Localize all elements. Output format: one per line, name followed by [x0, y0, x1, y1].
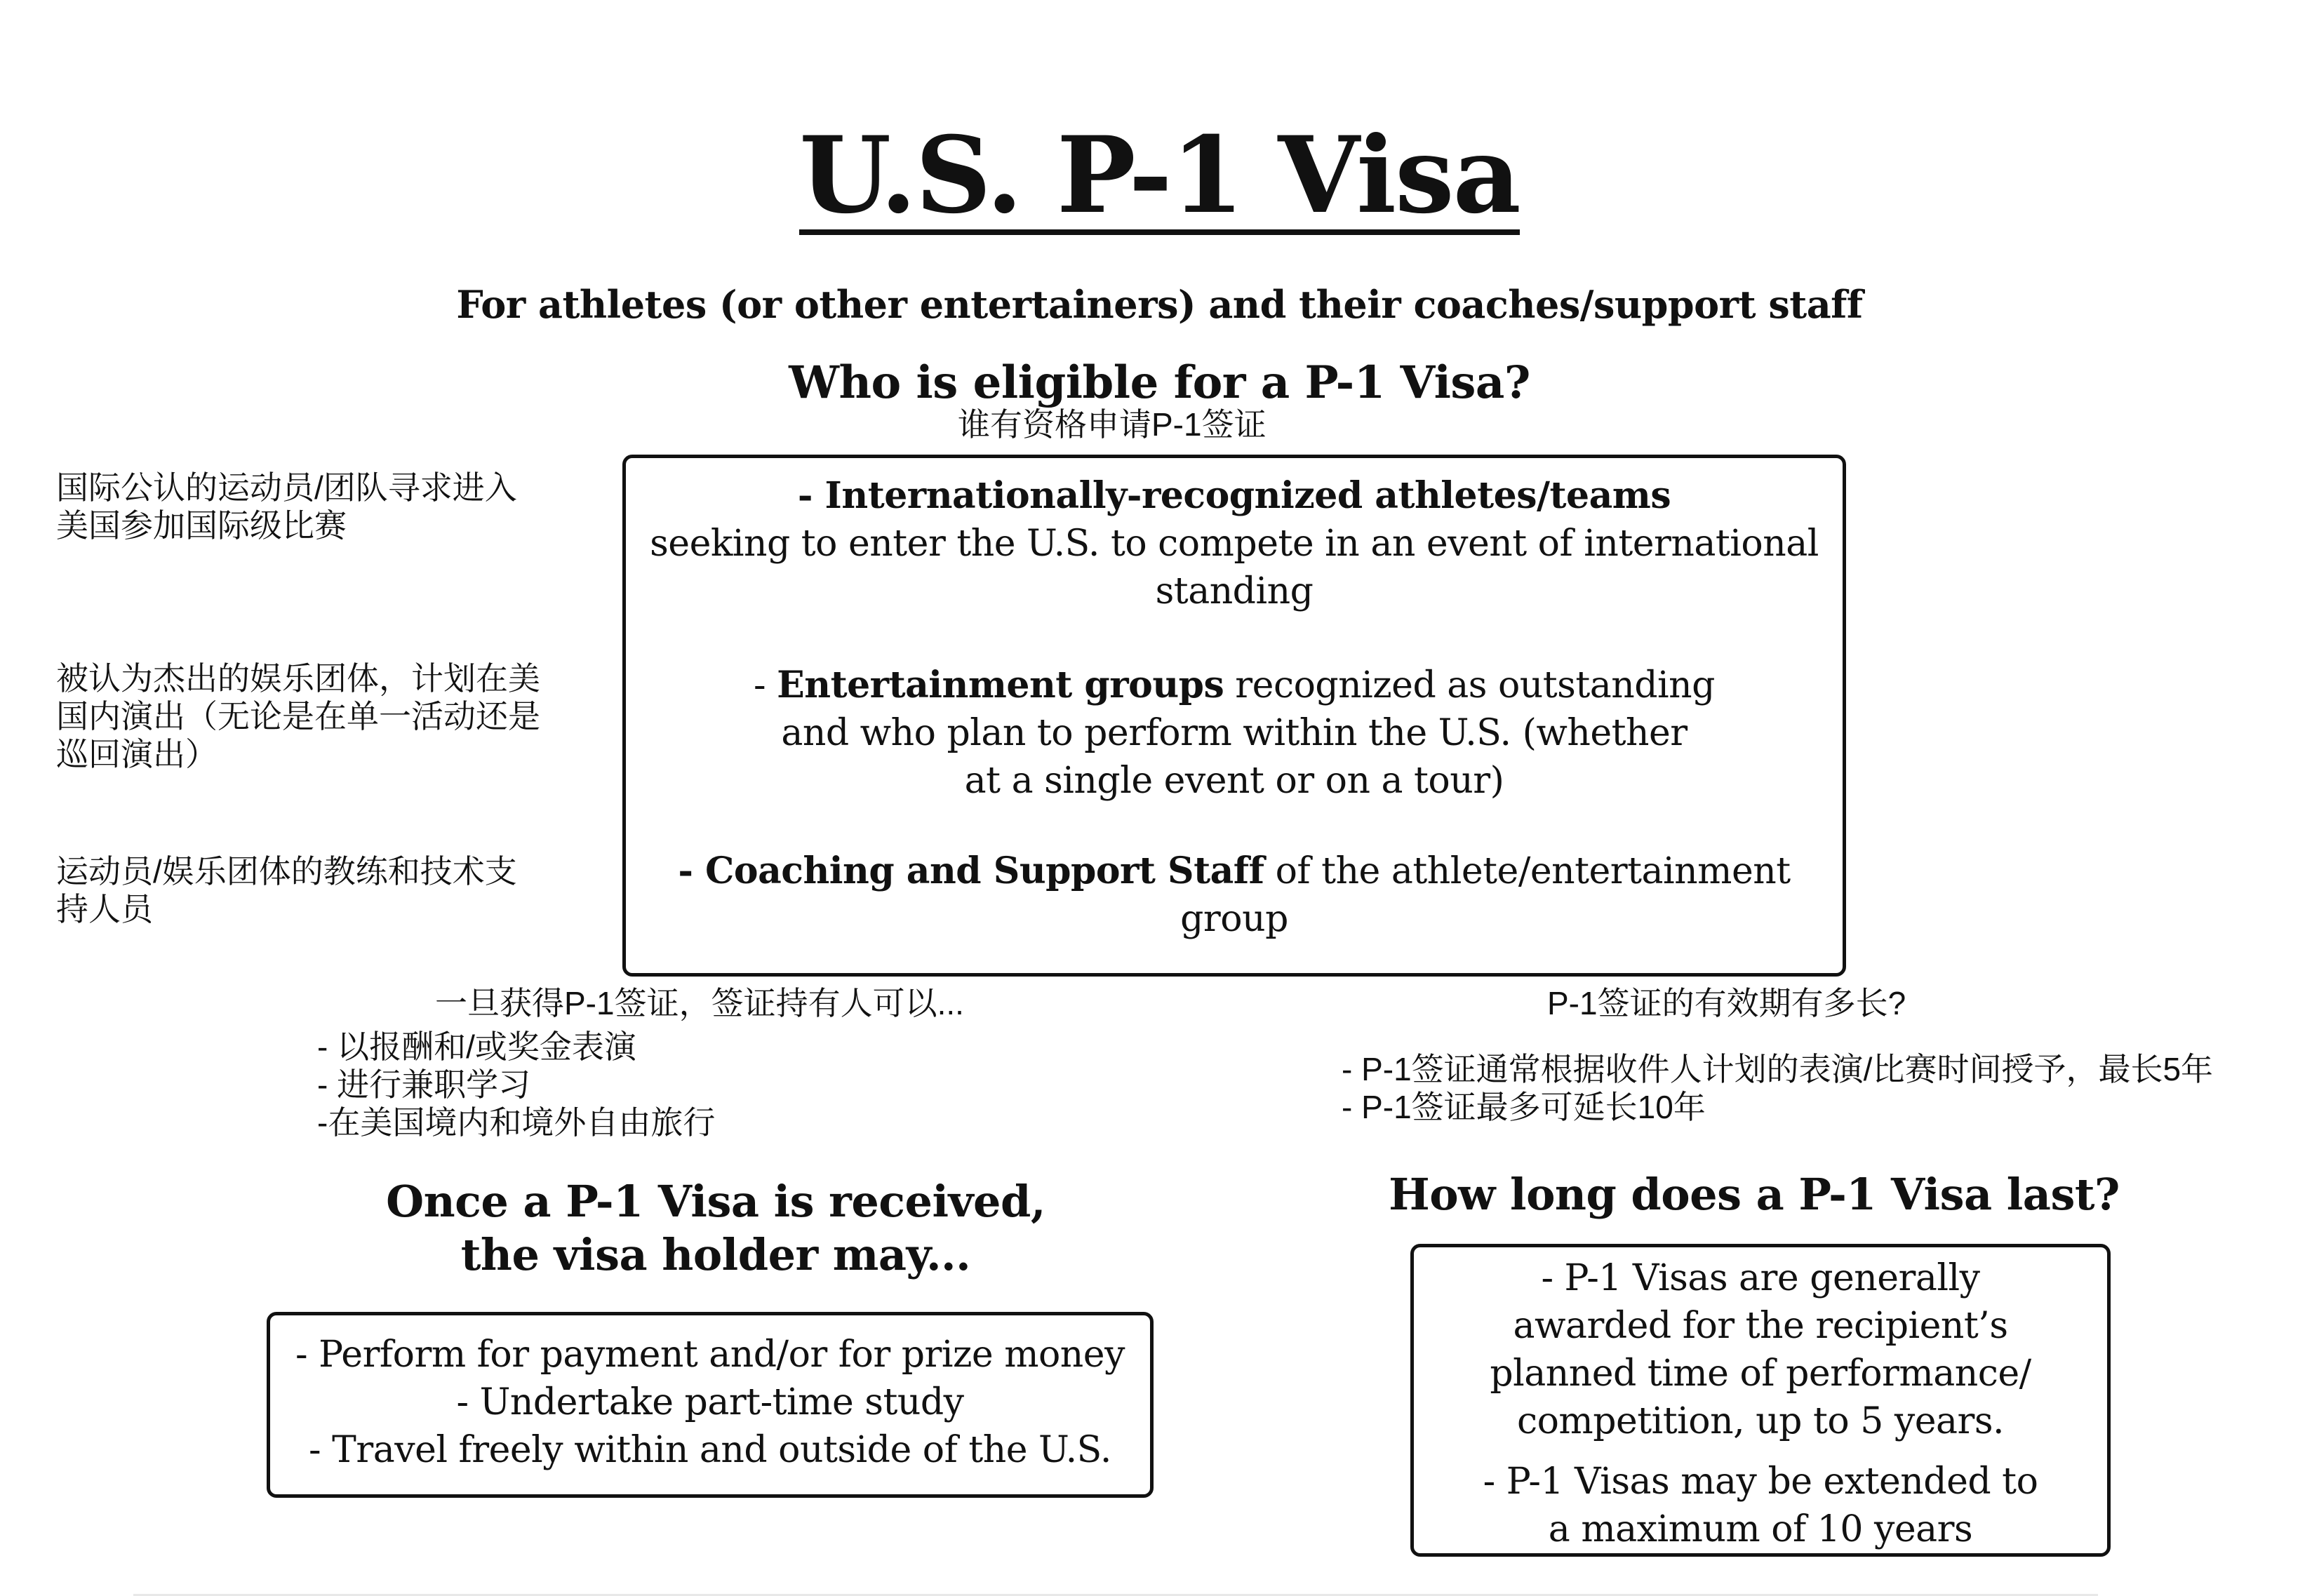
chinese-note-line: 巡回演出）	[56, 736, 218, 772]
privilege-item: - Perform for payment and/or for prize money	[295, 1334, 1125, 1376]
duration-item-line: - P-1 Visas are generally	[1541, 1257, 1980, 1299]
chinese-note-line: 持人员	[56, 891, 153, 927]
chinese-note-line: 美国参加国际级比赛	[56, 507, 347, 544]
eligibility-box	[622, 455, 1846, 977]
once-list-chinese-item: - 进行兼职学习	[317, 1066, 531, 1103]
chinese-note-line: 运动员/娱乐团体的教练和技术支	[56, 853, 517, 890]
duration-heading: How long does a P-1 Visa last?	[1389, 1169, 2120, 1220]
duration-item-general	[1414, 1254, 2107, 1445]
duration-list-chinese	[1342, 1050, 2310, 1126]
eligibility-item-athletes	[626, 472, 1843, 615]
duration-box	[1410, 1244, 2111, 1557]
once-heading-line: Once a P-1 Visa is received,	[386, 1176, 1045, 1227]
eligibility-item-support-staff	[626, 847, 1843, 943]
chinese-note-line: 国内演出（无论是在单一活动还是	[56, 698, 540, 735]
duration-item-line: planned time of performance/	[1490, 1353, 2031, 1395]
page-subtitle: For athletes (or other entertainers) and their coaches/support staff	[456, 282, 1863, 327]
once-heading-line: the visa holder may...	[460, 1229, 971, 1280]
privileges-box	[267, 1312, 1154, 1498]
eligible-heading-chinese: 谁有资格申请P-1签证	[958, 406, 1267, 443]
page-title	[0, 114, 2319, 237]
eligibility-item-line: standing	[1155, 570, 1314, 612]
once-list-chinese-item: -在美国境内和境外自由旅行	[317, 1104, 716, 1141]
page-title-text: U.S. P-1 Visa	[799, 114, 1520, 237]
eligibility-item-entertainment-groups	[626, 662, 1843, 805]
privilege-item: - Undertake part-time study	[456, 1381, 964, 1423]
eligible-heading: Who is eligible for a P-1 Visa?	[789, 356, 1530, 409]
chinese-note-support-staff	[56, 852, 617, 928]
eligibility-item-line: at a single event or on a tour)	[964, 760, 1504, 802]
chinese-note-line: 被认为杰出的娱乐团体，计划在美	[56, 660, 540, 697]
chinese-note-entertainment-groups	[56, 659, 617, 773]
privilege-item: - Travel freely within and outside of the U.S.	[309, 1429, 1111, 1471]
eligibility-item-title: - Internationally-recognized athletes/teams	[797, 474, 1671, 517]
chinese-note-athletes	[56, 469, 617, 544]
once-list-chinese-item: - 以报酬和/或奖金表演	[317, 1028, 636, 1065]
duration-item-line: competition, up to 5 years.	[1516, 1400, 2005, 1442]
once-list-chinese	[317, 1028, 949, 1141]
duration-heading-chinese: P-1签证的有效期有多长?	[1547, 985, 1906, 1021]
eligibility-item-line: seeking to enter the U.S. to compete in an event of international	[650, 523, 1819, 565]
duration-item-line: awarded for the recipient’s	[1513, 1305, 2008, 1347]
eligibility-item-title: - Coaching and Support Staff	[678, 850, 1264, 892]
chinese-note-line: 国际公认的运动员/团队寻求进入	[56, 469, 517, 506]
eligibility-item-line: and who plan to perform within the U.S. (whether	[781, 712, 1688, 754]
duration-list-chinese-item: - P-1签证通常根据收件人计划的表演/比赛时间授予，最长5年	[1342, 1051, 2214, 1087]
eligibility-item-prefix: -	[754, 664, 777, 706]
eligibility-item-line: group	[1180, 898, 1288, 940]
once-heading	[295, 1175, 1137, 1282]
duration-item-extension	[1414, 1458, 2107, 1553]
once-heading-chinese: 一旦获得P-1签证，签证持有人可以...	[435, 985, 964, 1021]
eligibility-item-rest: recognized as outstanding	[1224, 664, 1715, 706]
eligibility-item-rest: of the athlete/entertainment	[1264, 850, 1791, 892]
eligibility-item-title: Entertainment groups	[777, 664, 1224, 706]
duration-item-line: a maximum of 10 years	[1548, 1508, 1973, 1550]
duration-list-chinese-item: - P-1签证最多可延长10年	[1342, 1089, 1706, 1125]
duration-item-line: - P-1 Visas may be extended to	[1483, 1461, 2038, 1503]
